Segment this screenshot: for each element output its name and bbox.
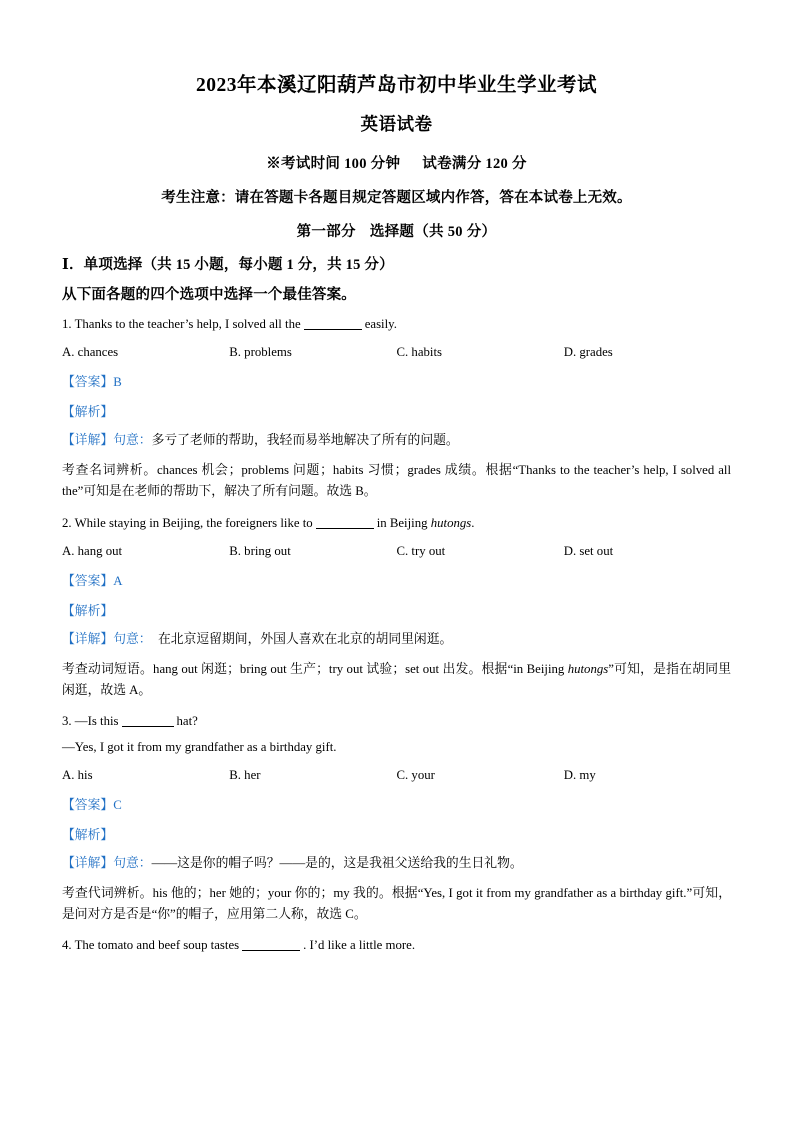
analysis-label: 【解析】 — [62, 405, 114, 420]
analysis-text: 考查代词辨析。his 他的；her 她的；your 你的；my 我的。根据“Yes, I got it from my grandfather as a birthday gift.”可知，是问对方是否是“你”的帽子，应用第二人称，故选 C。 — [62, 885, 731, 922]
answer-blank — [122, 726, 174, 727]
option-d[interactable]: D. grades — [563, 345, 613, 360]
section-instruction: 从下面各题的四个选项中选择一个最佳答案。 — [62, 287, 356, 304]
detail-label: 【详解】 — [62, 433, 114, 448]
question-stem-pre: 2. While staying in Beijing, the foreigners like to — [62, 515, 313, 530]
question-stem-post: . I’d like a little more. — [303, 938, 416, 953]
detail-line — [62, 431, 731, 451]
page-title: 2023年本溪辽阳葫芦岛市初中毕业生学业考试 — [195, 75, 597, 96]
part-label: 第一部分 — [296, 224, 356, 241]
option-c[interactable]: C. try out — [396, 543, 446, 558]
question-options — [62, 544, 731, 559]
answer-blank — [242, 950, 300, 951]
detail-line — [62, 854, 731, 874]
question-stem — [62, 936, 731, 955]
analysis-text: 考查动词短语。hang out 闲逛；bring out 生产；try out 试验；set out 出发。根据“in Beijing hutongs”可知，是指在胡同里闲逛，故选 A。 — [62, 661, 731, 697]
part-name: 选择题（共 50 分） — [369, 224, 497, 241]
answer-line — [62, 570, 731, 589]
meaning-label: 句意： — [113, 631, 152, 646]
question-stem-post: hat? — [176, 713, 198, 728]
option-d[interactable]: D. my — [563, 768, 596, 783]
answer-label: 【答案】 — [62, 798, 114, 813]
answer-value: A — [113, 573, 123, 588]
question-stem-line2: —Yes, I got it from my grandfather as a birthday gift. — [62, 739, 337, 754]
answer-value: C — [113, 798, 122, 813]
option-b[interactable]: B. problems — [229, 345, 292, 360]
analysis-label: 【解析】 — [62, 603, 114, 618]
question-stem-pre: 3. —Is this — [62, 713, 119, 728]
option-b[interactable]: B. bring out — [229, 543, 291, 558]
analysis-text: 考查名词辨析。chances 机会；problems 问题；habits 习惯；grades 成绩。根据“Thanks to the teacher’s help, I solved all the”可知是在老师的帮助下，解决了所有问题。故选 B。 — [62, 463, 731, 499]
question-stem — [62, 712, 731, 731]
answer-blank — [304, 329, 362, 330]
question-options — [62, 345, 731, 360]
option-a[interactable]: A. chances — [62, 345, 119, 360]
meaning-label: 句意： — [113, 433, 152, 448]
question-stem — [62, 315, 731, 334]
answer-value: B — [113, 375, 122, 390]
question-stem-pre: 1. Thanks to the teacher’s help, I solved all the — [62, 317, 301, 332]
exam-info — [62, 152, 731, 173]
option-b[interactable]: B. her — [229, 768, 261, 783]
option-c[interactable]: C. your — [396, 768, 435, 783]
answer-line — [62, 371, 731, 390]
option-a[interactable]: A. hang out — [62, 543, 123, 558]
detail-label: 【详解】 — [62, 631, 114, 646]
detail-label: 【详解】 — [62, 856, 114, 871]
option-a[interactable]: A. his — [62, 768, 93, 783]
question-stem-pre: 4. The tomato and beef soup tastes — [62, 938, 240, 953]
section-title: Ⅰ．单项选择（共 15 小题，每小题 1 分，共 15 分） — [62, 257, 394, 274]
answer-blank — [316, 528, 374, 529]
part-title — [62, 220, 731, 241]
question-stem-post: easily. — [364, 317, 397, 332]
exam-score: 试卷满分 120 分 — [422, 156, 527, 173]
meaning-label: 句意： — [113, 856, 152, 871]
answer-label: 【答案】 — [62, 573, 114, 588]
option-c[interactable]: C. habits — [396, 345, 443, 360]
detail-line — [62, 630, 731, 650]
question-options — [62, 768, 731, 783]
answer-line — [62, 794, 731, 813]
option-d[interactable]: D. set out — [563, 543, 614, 558]
page-subtitle: 英语试卷 — [360, 114, 433, 135]
analysis-label: 【解析】 — [62, 828, 114, 843]
exam-notice: 考生注意：请在答题卡各题目规定答题区域内作答，答在本试卷上无效。 — [161, 190, 632, 207]
detail-text: 多亏了老师的帮助，我轻而易举地解决了所有的问题。 — [151, 433, 459, 448]
question-stem: 2. While staying in Beijing, the foreigners like to in Beijing hutongs. — [62, 515, 475, 530]
exam-time: ※考试时间 100 分钟 — [266, 156, 401, 173]
detail-text: ——这是你的帽子吗？——是的，这是我祖父送给我的生日礼物。 — [151, 856, 523, 871]
answer-label: 【答案】 — [62, 375, 114, 390]
detail-text: 在北京逗留期间，外国人喜欢在北京的胡同里闲逛。 — [157, 631, 453, 646]
